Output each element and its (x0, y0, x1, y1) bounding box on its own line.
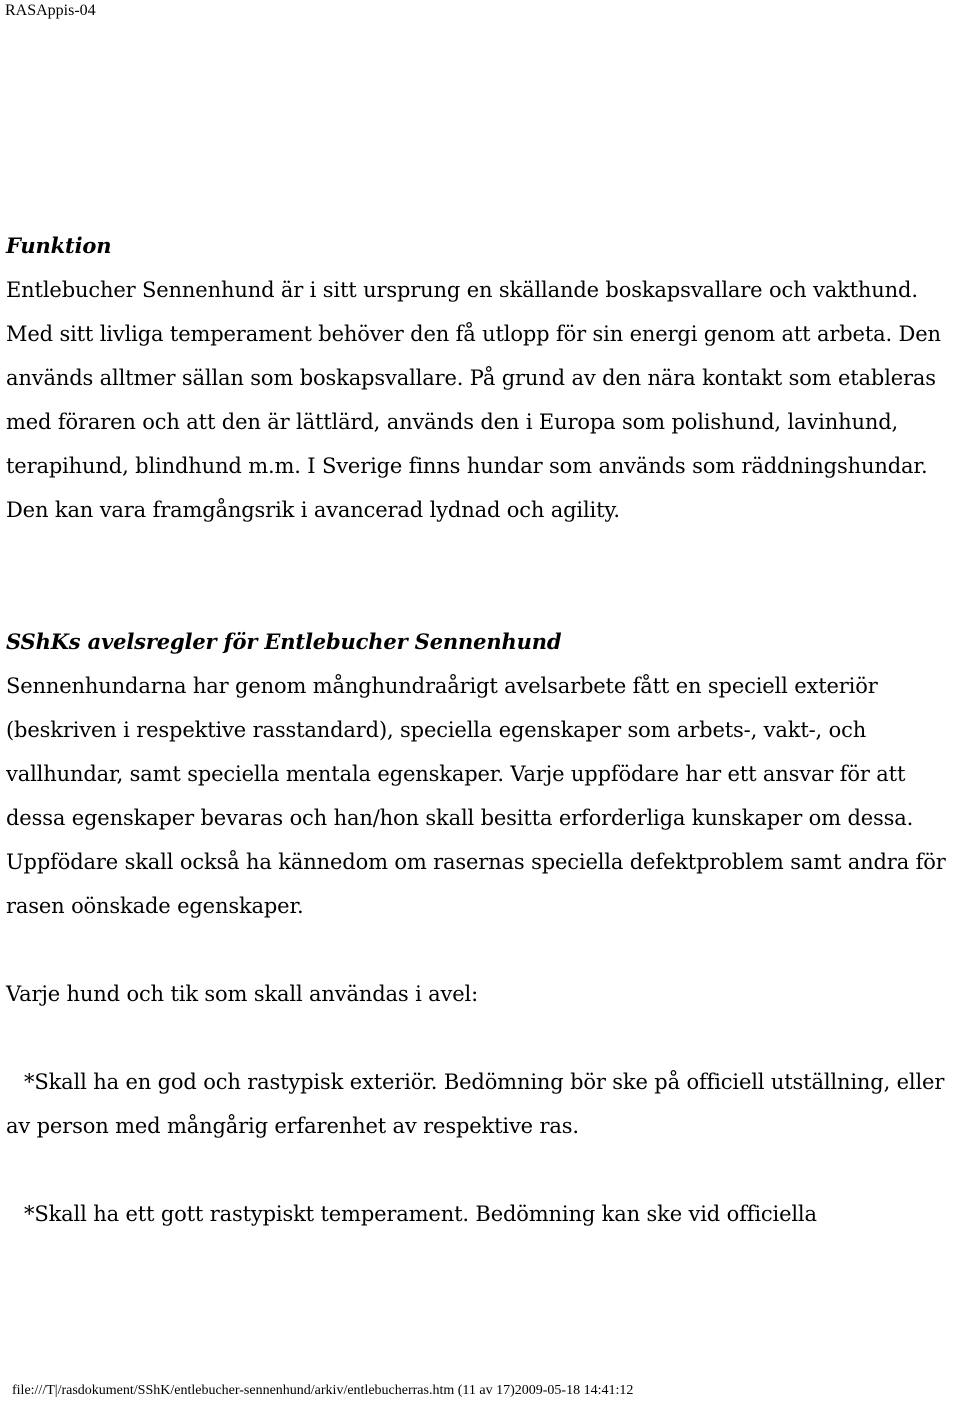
avel-intro: Varje hund och tik som skall användas i avel: (6, 982, 479, 1006)
avel-rule-exterior (6, 1060, 960, 1148)
spacer (6, 1016, 960, 1060)
avel-rule-exterior-text: *Skall ha en god och rastypisk exteriör. Bedömning bör ske på officiell utställning, eller av person med mångårig erfarenhet av respektive ras. (6, 1070, 945, 1138)
avelsregler-paragraph-1: Sennenhundarna har genom månghundraårigt avelsarbete fått en speciell exteriör (beskriven i respektive rasstandard), speciella egenskaper som arbets-, vakt-, och vallhundar, samt speciella mentala egenskaper. Varje uppfödare har ett ansvar för att dessa egenskaper bevaras och han/hon skall besitta erforderliga kunskaper om dessa. (6, 674, 914, 830)
document-body (6, 224, 960, 1236)
avelsregler-paragraph-2: Uppfödare skall också ha kännedom om rasernas speciella defektproblem samt andra för rasen oönskade egenskaper. (6, 850, 946, 918)
funktion-paragraph: Entlebucher Sennenhund är i sitt ursprung en skällande boskapsvallare och vakthund. Med sitt livliga temperament behöver den få utlopp för sin energi genom att arbeta. Den används alltmer sällan som boskapsvallare. På grund av den nära kontakt som etableras med föraren och att den är lättlärd, används den i Europa som polishund, lavinhund, terapihund, blindhund m.m. I Sverige finns hundar som används som räddningshundar. Den kan vara framgångsrik i avancerad lydnad och agility. (6, 278, 941, 522)
page-footer-url: file:///T|/rasdokument/SShK/entlebucher-sennenhund/arkiv/entlebucherras.htm (11 av 17)2009-05-18 14:41:12 (12, 1383, 634, 1398)
page-header: RASAppis-04 (5, 2, 96, 19)
avel-rule-temperament (6, 1192, 960, 1236)
avel-rule-temperament-text: *Skall ha ett gott rastypiskt temperament. Bedömning kan ske vid officiella (24, 1202, 817, 1226)
spacer (6, 1148, 960, 1192)
spacer (6, 532, 960, 620)
section-heading-avelsregler: SShKs avelsregler för Entlebucher Sennenhund (6, 629, 562, 654)
section-heading-funktion: Funktion (6, 233, 112, 258)
spacer (6, 928, 960, 972)
